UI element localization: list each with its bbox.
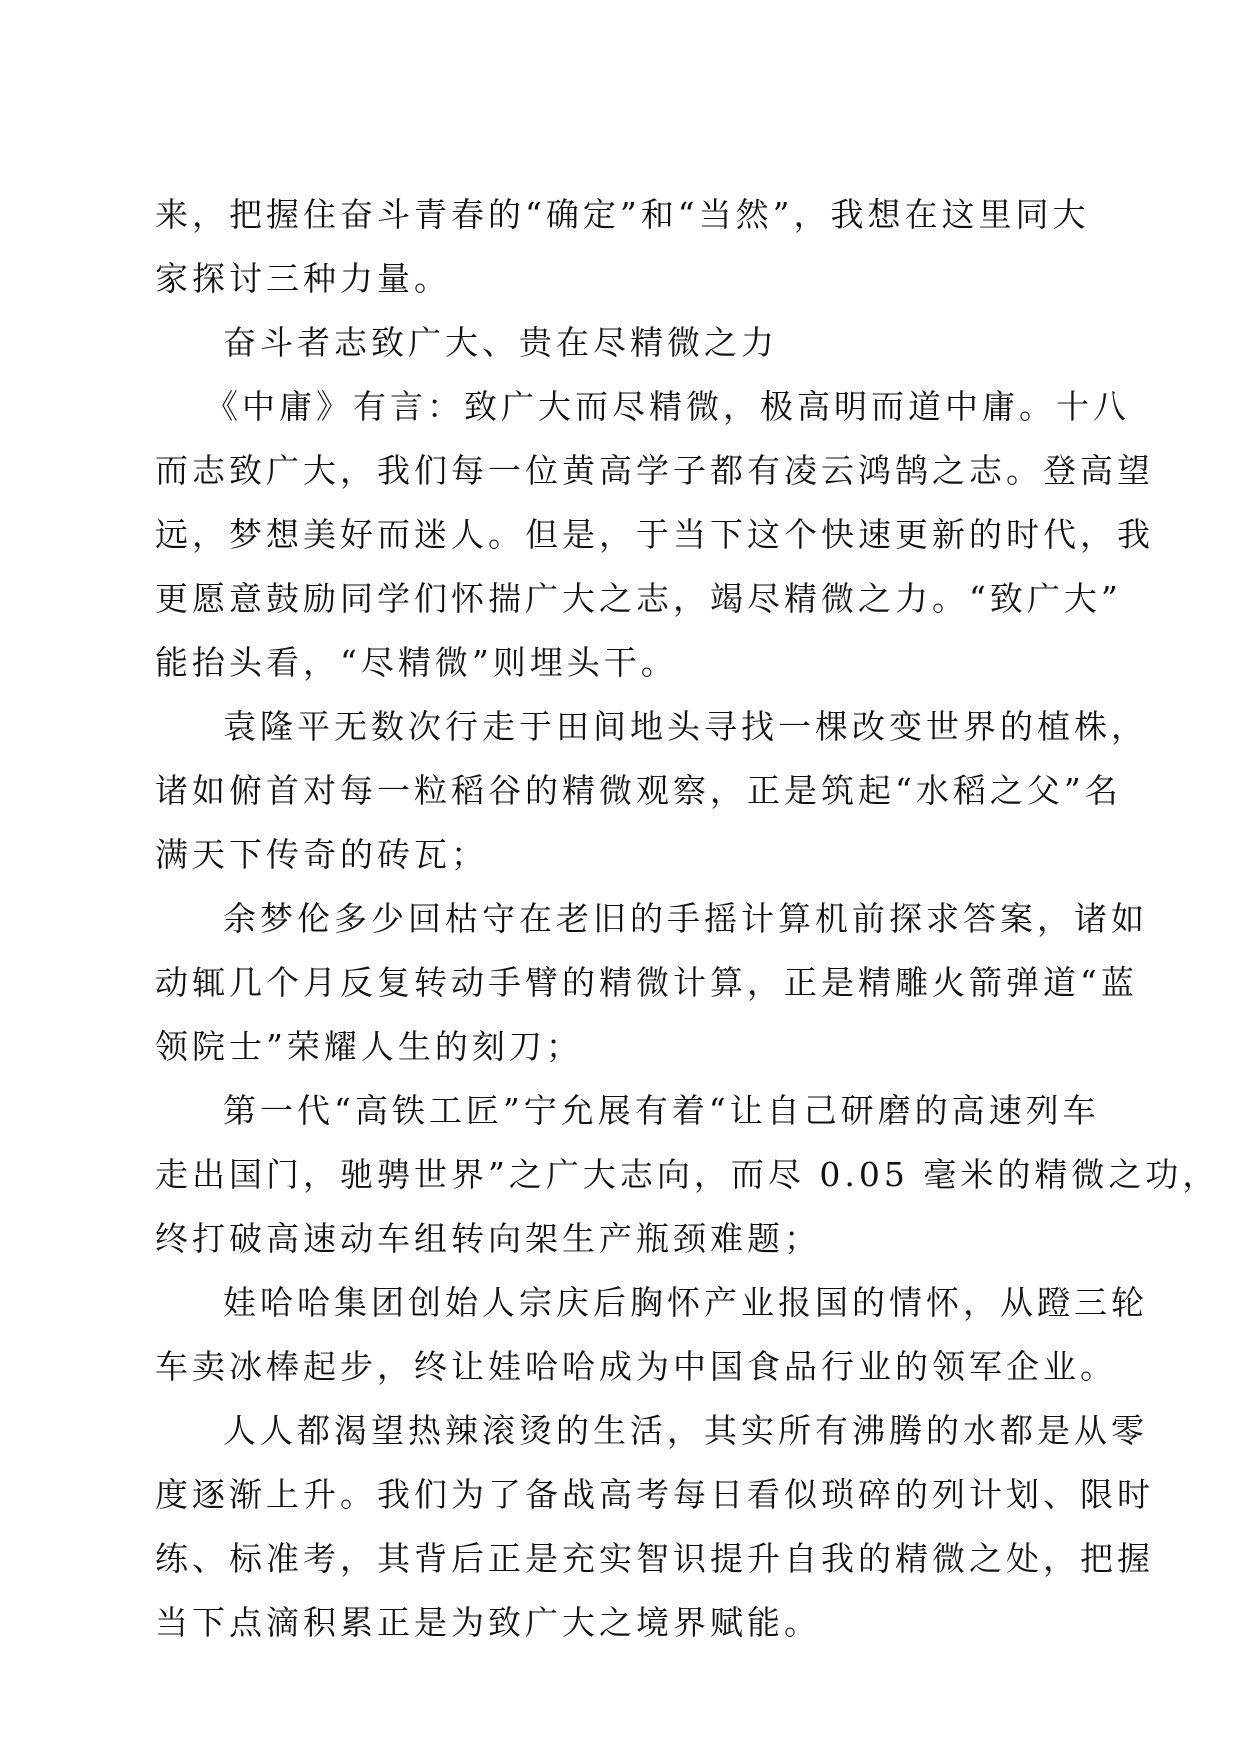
body-line: 而志致广大，我们每一位黄高学子都有凌云鸿鹄之志。登高望 (155, 451, 1154, 490)
body-line: 余梦伦多少回枯守在老旧的手摇计算机前探求答案，诸如 (223, 899, 1148, 938)
body-line: 动辄几个月反复转动手臂的精微计算，正是精雕火箭弹道“蓝 (155, 963, 1138, 1002)
section-heading: 奋斗者志致广大、贵在尽精微之力 (223, 323, 778, 362)
body-line: 更愿意鼓励同学们怀揣广大之志，竭尽精微之力。“致广大” (155, 579, 1122, 618)
body-line: 袁隆平无数次行走于田间地头寻找一棵改变世界的植株， (223, 707, 1148, 746)
body-line: 能抬头看，“尽精微”则埋头干。 (155, 643, 678, 682)
body-line: 远，梦想美好而迷人。但是，于当下这个快速更新的时代，我 (155, 515, 1154, 554)
body-line: 练、标准考，其背后正是充实智识提升自我的精微之处，把握 (155, 1539, 1154, 1578)
body-line: 终打破高速动车组转向架生产瓶颈难题； (155, 1219, 821, 1258)
body-line: 领院士”荣耀人生的刻刀； (155, 1027, 583, 1066)
body-line: 诸如俯首对每一粒稻谷的精微观察，正是筑起“水稻之父”名 (155, 771, 1122, 810)
body-line: 第一代“高铁工匠”宁允展有着“让自己研磨的高速列车 (223, 1091, 1100, 1130)
body-line: 人人都渴望热辣滚烫的生活，其实所有沸腾的水都是从零 (223, 1411, 1148, 1450)
body-line: 走出国门，驰骋世界”之广大志向，而尽 0.05 毫米的精微之功， (155, 1155, 1220, 1194)
body-line: 当下点滴积累正是为致广大之境界赋能。 (155, 1603, 821, 1642)
body-line: 《中庸》有言：致广大而尽精微，极高明而道中庸。十八 (205, 387, 1130, 426)
body-line: 来，把握住奋斗青春的“确定”和“当然”，我想在这里同大 (155, 195, 1090, 234)
body-line: 家探讨三种力量。 (155, 259, 451, 298)
body-line: 满天下传奇的砖瓦； (155, 835, 488, 874)
body-line: 度逐渐上升。我们为了备战高考每日看似琐碎的列计划、限时 (155, 1475, 1154, 1514)
document-body (155, 183, 1220, 1655)
body-line: 车卖冰棒起步，终让娃哈哈成为中国食品行业的领军企业。 (155, 1347, 1117, 1386)
body-line: 娃哈哈集团创始人宗庆后胸怀产业报国的情怀，从蹬三轮 (223, 1283, 1148, 1322)
